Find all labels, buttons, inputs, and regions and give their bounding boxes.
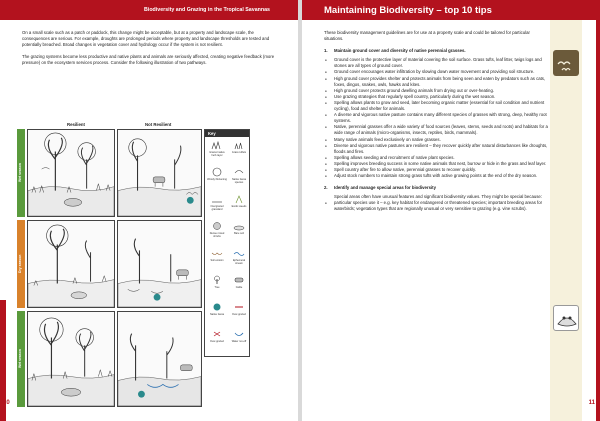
key-item xyxy=(229,194,249,208)
key-label: Bare soil xyxy=(234,232,244,235)
left-page xyxy=(0,0,298,421)
section-1-heading xyxy=(324,48,550,54)
row-label: Wet season xyxy=(18,163,22,183)
bullet-item: ● High ground cover protects ground dwelling animals from drying out or over-heating. xyxy=(324,88,550,94)
key-item xyxy=(207,167,227,181)
key-symbol-icon xyxy=(211,140,223,150)
bullet-item: ● Many native animals feed exclusively on native grasses. xyxy=(324,137,550,143)
bullet-item: ● A diverse and vigorous native pasture contains many different species of grasses with strong, deep, healthy root systems. xyxy=(324,112,550,124)
row-band-dry xyxy=(17,220,25,308)
key-symbol-icon xyxy=(211,302,223,312)
bullet-item: ● High ground cover provides shelter and protects animals from being seen and eaten by predators such as cats, foxes, dingos, snakes, owls, hawks and kites. xyxy=(324,76,550,88)
key-label: Over-grazed xyxy=(232,313,246,316)
key-symbol-icon xyxy=(211,194,223,204)
panel-not-resilient-wet-1 xyxy=(117,129,202,217)
section-2-text: Special areas often have unusual features and significant biodiversity values. They might be special because: xyxy=(334,194,542,200)
key-symbol-icon xyxy=(233,302,245,312)
key-label: Exotic weeds xyxy=(231,205,247,208)
row-band-wet-1 xyxy=(17,129,25,217)
left-body-text xyxy=(22,30,280,72)
key-item xyxy=(229,221,249,235)
diagram-key xyxy=(204,129,250,357)
key-item xyxy=(229,140,249,154)
bullet-item: ● Native, perennial grasses offer a wide variety of food sources (leaves, stems, seeds and roots) and habitats for a wide range of animals (micro-organisms, insects, reptiles, birds, mammals). xyxy=(324,124,550,136)
section-number: 2. xyxy=(324,185,328,191)
key-label: Soil erosion xyxy=(210,259,224,262)
key-item xyxy=(229,329,249,343)
section-number: 1. xyxy=(324,48,328,54)
page-number-right: 11 xyxy=(588,400,595,406)
row-band-wet-2 xyxy=(17,311,25,407)
right-sidebar xyxy=(550,20,582,421)
key-item xyxy=(207,140,227,157)
frog-icon xyxy=(553,305,579,331)
key-title: Key xyxy=(205,130,249,137)
key-item xyxy=(229,302,249,316)
birds-icon xyxy=(553,50,579,76)
landscape-illustration xyxy=(28,312,114,406)
column-title-not-resilient: Not Resilient xyxy=(145,122,172,127)
key-symbol-icon xyxy=(211,248,223,258)
section-title: Identify and manage special areas for biodiversity xyxy=(334,185,436,191)
bullet-item: ● Spelling improves breeding success in some native animals that nest, burrow or hide in the grass and leaf layer. xyxy=(324,161,550,167)
key-label: Native fauna species xyxy=(231,178,247,184)
section-title: Maintain ground cover and diversity of native perennial grasses. xyxy=(334,48,466,54)
tips-intro: These biodiversity management guidelines are for use at a property scale and could be tailored for particular situations. xyxy=(324,30,530,42)
bullet-item: ● particular species use it – e.g. key habitat for endangered or threatened species; important breeding areas for waterbirds; vegetation types that are regionally unusual or very sensitive to grazing (e.g. vine scrubs). xyxy=(324,200,550,212)
bullet-item: ● Use grazing strategies that regularly spell country, particularly during the wet season. xyxy=(324,94,550,100)
section-2-heading xyxy=(324,185,550,191)
panel-not-resilient-wet-2 xyxy=(117,311,202,407)
right-page xyxy=(302,0,600,421)
bullet-item: ● Spell country after fire to allow native, perennial grasses to recover quickly. xyxy=(324,167,550,173)
column-title-resilient: Resilient xyxy=(67,122,85,127)
landscape-illustration xyxy=(28,130,114,216)
landscape-illustration xyxy=(118,130,201,216)
key-symbol-icon xyxy=(233,329,245,339)
panel-resilient-wet-2 xyxy=(27,311,115,407)
bullet-item: ● Ground cover encourages water infiltration by slowing down water movement and providing soil structure. xyxy=(324,69,550,75)
key-item xyxy=(207,221,227,238)
bullet-item: ● Ground cover is the protective layer of material covering the soil surface. Grass tufts, leaf litter, twigs logs and stones are all types of ground cover. xyxy=(324,57,550,69)
key-label: Over-grazed xyxy=(210,340,224,343)
key-label: Water run-off xyxy=(231,340,247,343)
section-2-bullets xyxy=(324,200,550,212)
key-label: Grazed native herb layer xyxy=(209,151,225,157)
landscape-illustration xyxy=(118,221,201,307)
right-page-header: Maintaining Biodiversity – top 10 tips xyxy=(302,0,600,20)
tips-text xyxy=(324,30,550,213)
bullet-item: ● Spelling allows seeding and recruitment of native plant species. xyxy=(324,155,550,161)
key-symbol-icon xyxy=(233,167,245,177)
key-item xyxy=(207,275,227,289)
paragraph: The grazing systems become less productive and native plants and animals are seriously affected, creating negative feedback (more pressure) on the ecosystem services process. Consider the following illustration of two pathways. xyxy=(22,54,275,66)
bullet-item: ● Diverse and vigorous native pastures are resilient – they recover quickly after natural disturbances like droughts, floods and fires. xyxy=(324,143,550,155)
key-item xyxy=(207,194,227,211)
landscape-illustration xyxy=(118,312,201,406)
panel-resilient-dry xyxy=(27,220,115,308)
bullet-item: ● Spelling allows plants to grow and seed, later becoming organic matter (essential for soil condition and nutrient cycling), food and shelter for animals. xyxy=(324,100,550,112)
panel-not-resilient-dry xyxy=(117,220,202,308)
key-symbol-icon xyxy=(233,275,245,285)
key-label: Native fauna xyxy=(209,313,225,316)
key-item xyxy=(229,275,249,289)
page-number-left: 10 xyxy=(3,400,10,406)
resilience-diagram xyxy=(17,122,287,407)
key-label: Ephemeral stream xyxy=(232,259,246,265)
key-symbol-icon xyxy=(233,194,245,204)
bullet-item: ● Adjust stock numbers to maintain strong grass tufts with active growing points at the end of the dry season. xyxy=(324,173,550,179)
key-label: Cattle xyxy=(235,286,243,289)
key-item xyxy=(207,248,227,262)
key-symbol-icon xyxy=(211,329,223,339)
landscape-illustration xyxy=(28,221,114,307)
row-label: Dry season xyxy=(18,254,22,274)
right-margin-strip xyxy=(596,20,600,421)
key-label: Overgrazed grassland xyxy=(210,205,224,211)
row-label: Wet season xyxy=(18,349,22,369)
left-page-header: Biodiversity and Grazing in the Tropical Savannas xyxy=(0,0,298,20)
key-label: Grass tuffets xyxy=(231,151,247,154)
key-label: Tree xyxy=(214,286,220,289)
section-1-bullets xyxy=(324,57,550,179)
key-item xyxy=(207,302,227,316)
key-symbol-icon xyxy=(233,248,245,258)
key-label: Woody thickening xyxy=(207,178,227,181)
key-symbol-icon xyxy=(233,221,245,231)
key-symbol-icon xyxy=(211,275,223,285)
key-symbol-icon xyxy=(211,221,223,231)
key-item xyxy=(207,329,227,343)
key-label: Dense mixed shrubs xyxy=(209,232,225,238)
key-symbol-icon xyxy=(233,140,245,150)
paragraph: On a small scale such as a patch or paddock, this change might be acceptable, but at a property and landscape scale, the consequences are serious. For example, droughts are prolonged periods where property and landscape thresholds are tested and potentially breached. Broad changes in vegetation cover and hydrology occur if the system is not resilient. xyxy=(22,30,270,48)
key-item xyxy=(229,248,249,265)
key-symbol-icon xyxy=(211,167,223,177)
panel-resilient-wet-1 xyxy=(27,129,115,217)
key-item xyxy=(229,167,249,184)
